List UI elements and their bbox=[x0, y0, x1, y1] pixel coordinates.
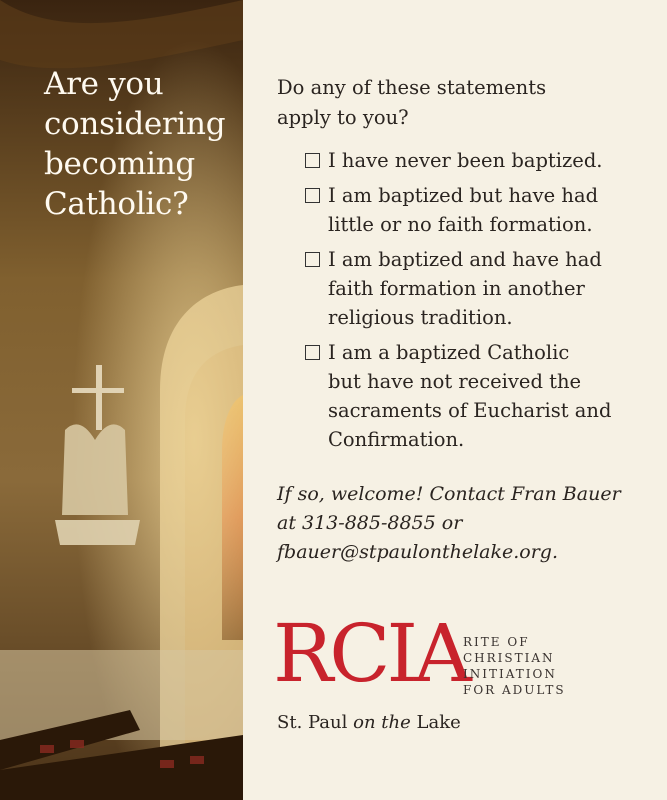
rcia-subtitle-line: RITE OF bbox=[463, 635, 530, 649]
statement-item bbox=[305, 245, 660, 332]
parish-name bbox=[277, 712, 461, 733]
contact-message bbox=[277, 480, 662, 567]
statement-line: sacraments of Eucharist and bbox=[328, 399, 612, 422]
question-line: Do any of these statements bbox=[277, 76, 547, 99]
statement-line: I am baptized and have had bbox=[328, 248, 602, 271]
rcia-subtitle-line: FOR ADULTS bbox=[463, 683, 566, 697]
text-panel bbox=[243, 0, 667, 800]
rcia-subtitle-line: CHRISTIAN bbox=[463, 651, 555, 665]
rcia-mark: RCIA bbox=[273, 607, 468, 700]
statement-line: religious tradition. bbox=[328, 306, 513, 329]
photo-panel bbox=[0, 0, 243, 800]
statement-item bbox=[305, 181, 660, 239]
parish-name-part: St. Paul bbox=[277, 712, 348, 733]
headline-line: Catholic? bbox=[44, 186, 189, 222]
headline-line: Are you bbox=[44, 66, 164, 102]
headline-line: becoming bbox=[44, 146, 195, 182]
parish-name-part: Lake bbox=[416, 712, 461, 733]
question-line: apply to you? bbox=[277, 106, 409, 129]
statement-line: little or no faith formation. bbox=[328, 213, 593, 236]
question bbox=[277, 73, 657, 133]
statement-line: faith formation in another bbox=[328, 277, 585, 300]
statement-line: I am baptized but have had bbox=[328, 184, 599, 207]
contact-line: If so, welcome! Contact Fran Bauer bbox=[277, 483, 621, 505]
contact-email[interactable]: fbauer@stpaulonthelake.org. bbox=[277, 541, 558, 563]
statement-line: Confirmation. bbox=[328, 428, 465, 451]
headline bbox=[44, 64, 234, 224]
checkbox-icon bbox=[305, 153, 320, 168]
statement-line: I have never been baptized. bbox=[328, 149, 603, 172]
rcia-subtitle bbox=[463, 634, 623, 698]
statement-line: but have not received the bbox=[328, 370, 582, 393]
statement-line: I am a baptized Catholic bbox=[328, 341, 570, 364]
checkbox-icon bbox=[305, 345, 320, 360]
statement-list bbox=[305, 146, 660, 460]
statement-item bbox=[305, 146, 660, 175]
rcia-logo bbox=[273, 607, 566, 700]
rcia-subtitle-line: INITIATION bbox=[463, 667, 557, 681]
headline-line: considering bbox=[44, 106, 226, 142]
statement-item bbox=[305, 338, 660, 454]
contact-phone: at 313-885-8855 or bbox=[277, 512, 463, 534]
checkbox-icon bbox=[305, 188, 320, 203]
parish-name-part: on the bbox=[353, 712, 411, 733]
checkbox-icon bbox=[305, 252, 320, 267]
